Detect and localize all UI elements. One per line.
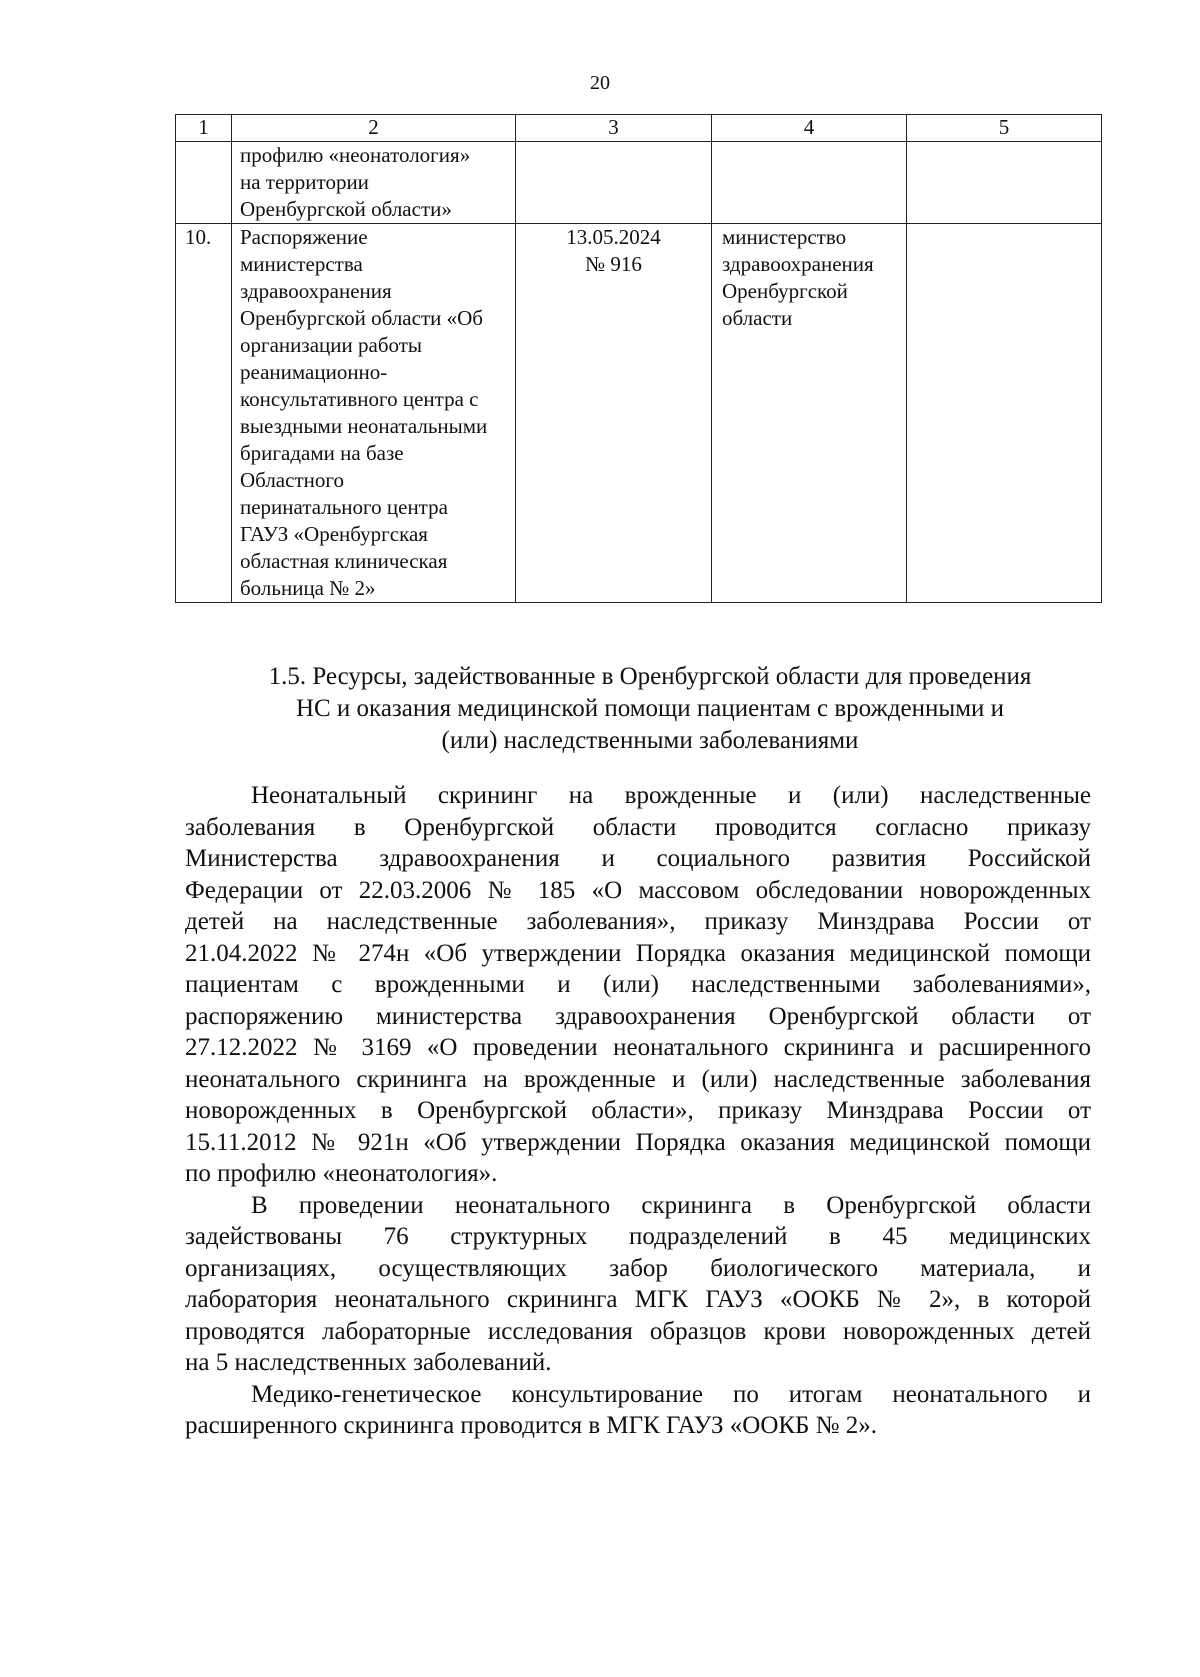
- table-row: [176, 142, 1102, 224]
- document-title-line: ГАУЗ «Оренбургская: [240, 522, 428, 546]
- document-title-cell: [232, 142, 516, 224]
- table-header-row: [176, 115, 1102, 142]
- paragraph-line: В проведении неонатального скрининга в Оренбургской области: [251, 1191, 1091, 1219]
- paragraph-line: задействованы 76 структурных подразделений в 45 медицинских: [185, 1223, 1091, 1250]
- row-number: [176, 142, 232, 224]
- paragraph-genetic-counseling: [185, 1379, 1091, 1442]
- paragraph-line: Неонатальный скрининг на врожденные и (или) наследственные: [251, 782, 1091, 809]
- row-number: 10.: [176, 224, 232, 603]
- paragraph-line: на 5 наследственных заболеваний.: [185, 1349, 552, 1376]
- paragraph-line: распоряжению министерства здравоохранения Оренбургской области от: [185, 1002, 1091, 1030]
- document-title-line: консультативного центра с: [240, 387, 479, 411]
- issuing-org-line: Оренбургской: [722, 279, 848, 303]
- column-header: 1: [176, 115, 232, 142]
- issuing-org-line: министерство: [722, 225, 847, 249]
- section-heading-line: НС и оказания медицинской помощи пациентам с врожденными и: [295, 695, 1005, 722]
- document-date-cell: [516, 224, 712, 603]
- documents-table: [175, 114, 1102, 603]
- note-cell: [907, 142, 1102, 224]
- document-title-line: Распоряжение: [240, 225, 368, 249]
- column-header: 2: [232, 115, 516, 142]
- paragraph-line: 27.12.2022 № 3169 «О проведении неонатального скрининга и расширенного: [185, 1034, 1091, 1061]
- document-title-line: реанимационно-: [240, 360, 388, 384]
- document-title-line: перинатального центра: [240, 495, 448, 519]
- column-header: 5: [907, 115, 1102, 142]
- document-number: № 916: [585, 252, 642, 276]
- section-heading-line: (или) наследственными заболеваниями: [441, 727, 859, 754]
- paragraph-line: по профилю «неонатология».: [185, 1160, 498, 1187]
- note-cell: [907, 224, 1102, 603]
- document-title-line: выездными неонатальными: [240, 414, 488, 438]
- document-title-line: Оренбургской области «Об: [240, 306, 483, 330]
- issuing-org-line: области: [722, 306, 793, 330]
- issuing-org-cell: [712, 224, 907, 603]
- issuing-org-cell: [712, 142, 907, 224]
- paragraph-line: Министерства здравоохранения и социального развития Российской: [185, 845, 1091, 872]
- paragraph-line: новорожденных в Оренбургской области», приказу Минздрава России от: [185, 1097, 1091, 1124]
- column-header: 4: [712, 115, 907, 142]
- paragraph-screening-organizations: [185, 1190, 1091, 1379]
- document-title-line: на территории: [240, 170, 369, 194]
- document-date: 13.05.2024: [566, 225, 661, 249]
- paragraph-line: 15.11.2012 № 921н «Об утверждении Порядка оказания медицинской помощи: [185, 1128, 1091, 1156]
- section-heading: [200, 661, 1100, 757]
- paragraph-line: расширенного скрининга проводится в МГК ГАУЗ «ООКБ № 2».: [185, 1412, 878, 1439]
- paragraph-line: неонатального скрининга на врожденные и (или) наследственные заболевания: [185, 1065, 1091, 1093]
- paragraph-line: проводятся лабораторные исследования образцов крови новорожденных детей: [185, 1317, 1091, 1345]
- body-text: [185, 780, 1091, 1442]
- paragraph-line: 21.04.2022 № 274н «Об утверждении Порядка оказания медицинской помощи: [185, 939, 1091, 967]
- table-row: [176, 224, 1102, 603]
- section-heading-line: 1.5. Ресурсы, задействованные в Оренбургской области для проведения: [268, 663, 1032, 690]
- column-header: 3: [516, 115, 712, 142]
- document-title-cell: [232, 224, 516, 603]
- paragraph-line: лаборатория неонатального скрининга МГК ГАУЗ «ООКБ № 2», в которой: [185, 1286, 1091, 1313]
- document-title-line: Оренбургской области»: [240, 197, 452, 221]
- document-date-cell: [516, 142, 712, 224]
- paragraph-line: организациях, осуществляющих забор биологического материала, и: [185, 1254, 1091, 1282]
- document-title-line: Областного: [240, 468, 344, 492]
- document-title-line: здравоохранения: [240, 279, 392, 303]
- paragraph-neonatal-screening-basis: [185, 780, 1091, 1190]
- paragraph-line: Федерации от 22.03.2006 № 185 «О массовом обследовании новорожденных: [185, 876, 1091, 904]
- page-number: 20: [590, 72, 610, 94]
- document-title-line: профилю «неонатология»: [240, 143, 471, 167]
- paragraph-line: заболевания в Оренбургской области проводится согласно приказу: [185, 813, 1091, 841]
- paragraph-line: пациентам с врожденными и (или) наследственными заболеваниями»,: [185, 971, 1091, 998]
- document-title-line: министерства: [240, 252, 363, 276]
- paragraph-line: Медико-генетическое консультирование по итогам неонатального и: [251, 1380, 1091, 1408]
- document-title-line: бригадами на базе: [240, 441, 404, 465]
- issuing-org-line: здравоохранения: [722, 252, 874, 276]
- document-title-line: областная клиническая: [240, 549, 448, 573]
- document-title-line: больница № 2»: [240, 576, 376, 600]
- document-title-line: организации работы: [240, 333, 423, 357]
- paragraph-line: детей на наследственные заболевания», приказу Минздрава России от: [185, 908, 1091, 935]
